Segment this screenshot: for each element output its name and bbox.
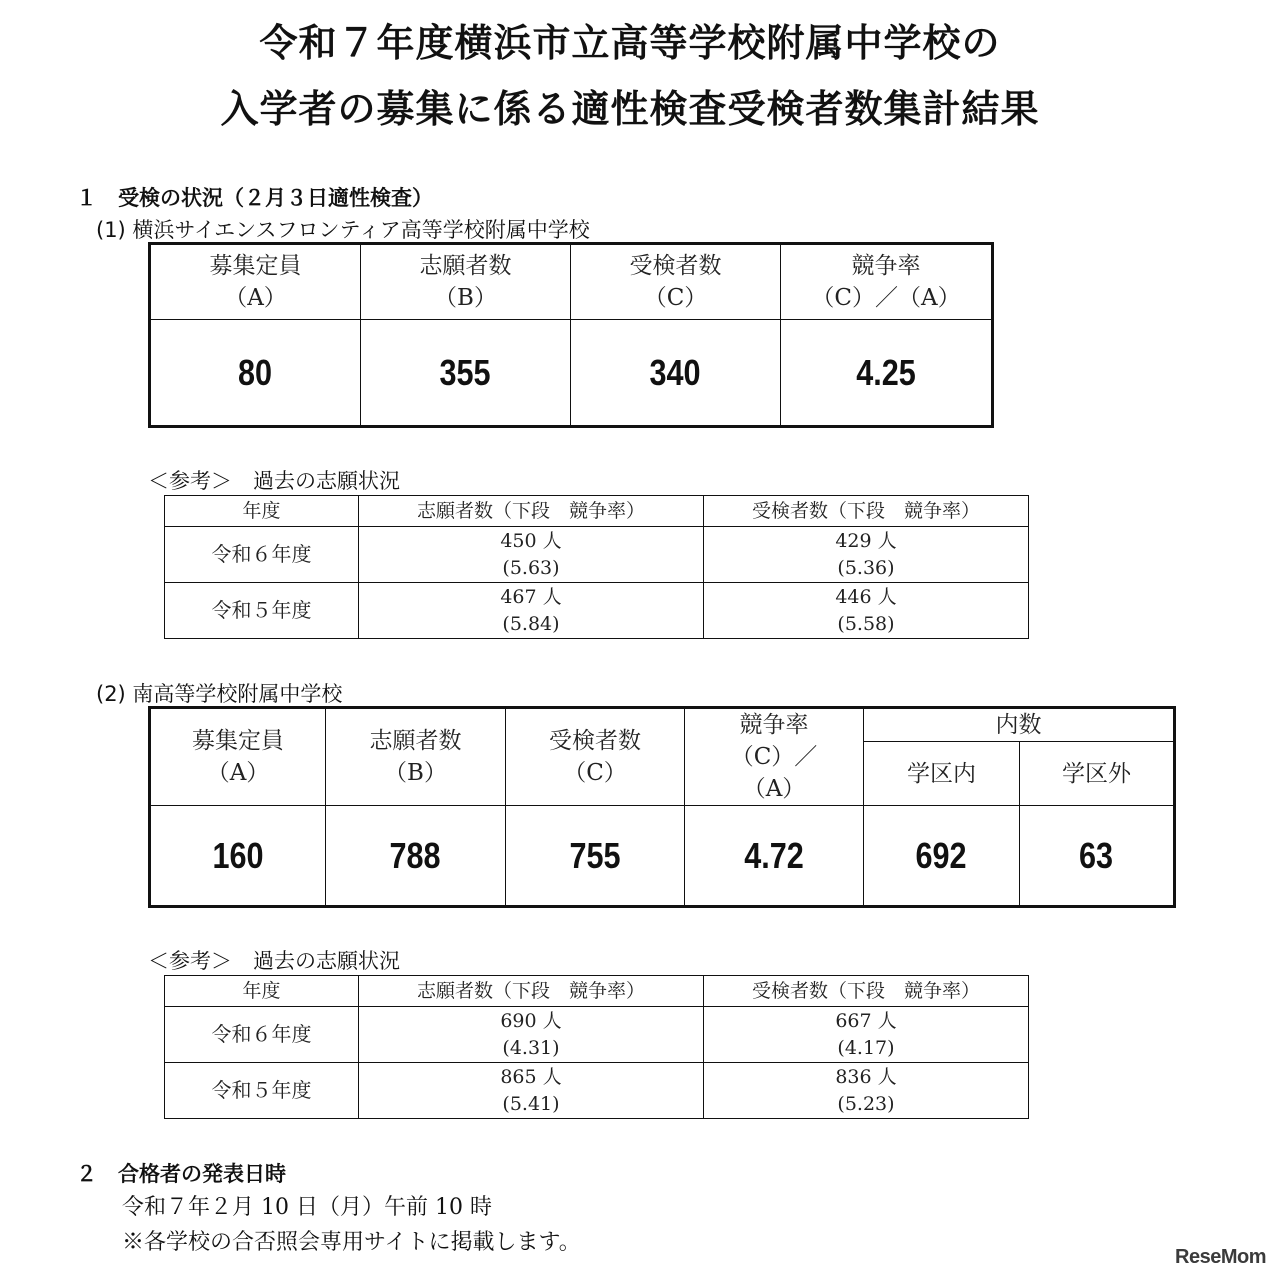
table-row: 令和５年度 865 人 (5.41) 836 人 (5.23) [165,1063,1029,1119]
school2-main-table [148,706,1176,908]
value-examinees: 340 [571,320,781,427]
header-examinees: 受検者数 （C） [506,708,685,806]
ref-header-examinees: 受検者数（下段 競争率） [704,976,1029,1007]
value-examinees: 755 [506,806,685,907]
ref-header-examinees: 受検者数（下段 競争率） [704,496,1029,527]
school2-ref-table [164,975,1029,1119]
table-row: 令和５年度 467 人 (5.84) 446 人 (5.58) [165,583,1029,639]
value-competition-rate: 4.72 [685,806,864,907]
value-competition-rate: 4.25 [781,320,993,427]
value-out-district: 63 [1020,806,1175,907]
school1-main-table [148,242,994,428]
header-examinees: 受検者数 （C） [571,244,781,320]
ref-header-applicants: 志願者数（下段 競争率） [359,976,704,1007]
value-applicants: 788 [326,806,506,907]
header-in-district: 学区内 [864,742,1020,806]
section2-heading: ２ 合格者の発表日時 [76,1162,286,1186]
page-title-line1: 令和７年度横浜市立高等学校附属中学校の [259,21,1001,65]
value-capacity: 80 [150,320,361,427]
table-row: 令和６年度 450 人 (5.63) 429 人 (5.36) [165,527,1029,583]
ref-header-year: 年度 [165,976,359,1007]
value-applicants: 355 [361,320,571,427]
ref-header-year: 年度 [165,496,359,527]
page-title-line2: 入学者の募集に係る適性検査受検者数集計結果 [220,87,1040,131]
school1-ref-table [164,495,1029,639]
school2-name: (2) 南高等学校附属中学校 [96,682,343,706]
resemom-logo: ReseMom [1175,1246,1266,1268]
value-in-district: 692 [864,806,1020,907]
value-capacity: 160 [150,806,326,907]
announcement-note: ※各学校の合否照会専用サイトに掲載します。 [122,1230,581,1255]
header-competition-rate: 競争率 （C）／ （A） [685,708,864,806]
school1-ref-title: ＜参考＞ 過去の志願状況 [148,469,400,493]
ref-header-applicants: 志願者数（下段 競争率） [359,496,704,527]
header-breakdown: 内数 [864,708,1175,742]
table-row: 令和６年度 690 人 (4.31) 667 人 (4.17) [165,1007,1029,1063]
header-applicants: 志願者数 （B） [361,244,571,320]
header-applicants: 志願者数 （B） [326,708,506,806]
announcement-datetime: 令和７年２月 10 日（月）午前 10 時 [122,1195,492,1220]
school2-ref-title: ＜参考＞ 過去の志願状況 [148,949,400,973]
header-out-district: 学区外 [1020,742,1175,806]
section1-heading: １ 受検の状況（２月３日適性検査） [76,186,433,210]
header-capacity: 募集定員 （A） [150,708,326,806]
header-capacity: 募集定員 （A） [150,244,361,320]
school1-name: (1) 横浜サイエンスフロンティア高等学校附属中学校 [96,218,590,242]
header-competition-rate: 競争率 （C）／（A） [781,244,993,320]
